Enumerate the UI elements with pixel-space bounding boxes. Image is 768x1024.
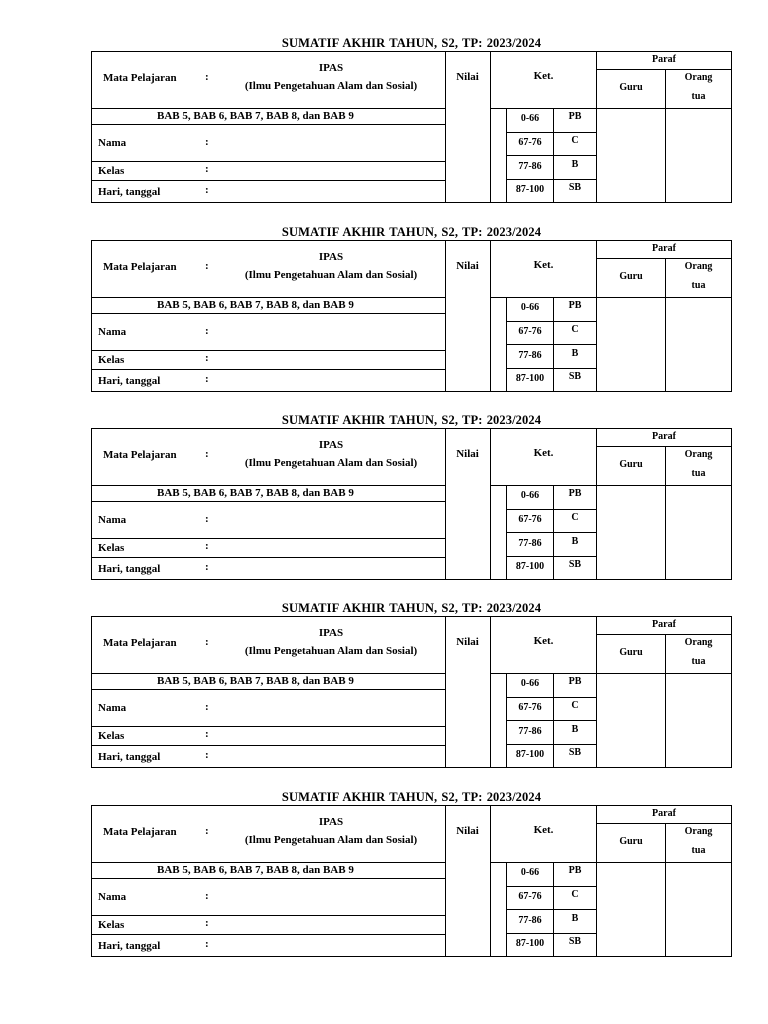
form-title: SUMATIF AKHIR TAHUN, S2, TP: 2023/2024 xyxy=(281,790,542,804)
orang-tua-header-line1: Orang xyxy=(684,826,713,837)
form-title: SUMATIF AKHIR TAHUN, S2, TP: 2023/2024 xyxy=(281,36,542,50)
table-rule xyxy=(91,689,445,690)
subject-colon: : xyxy=(205,448,209,460)
nama-label: Nama xyxy=(98,891,127,903)
nama-colon: : xyxy=(205,890,209,902)
grade-range: 77-86 xyxy=(518,538,542,549)
table-rule xyxy=(506,344,596,345)
subject-name: IPAS xyxy=(318,251,344,263)
subject-description: (Ilmu Pengetahuan Alam dan Sosial) xyxy=(244,834,418,846)
table-border xyxy=(91,579,732,580)
subject-label: Mata Pelajaran xyxy=(103,261,177,273)
table-rule xyxy=(91,124,445,125)
grade-range: 87-100 xyxy=(515,373,545,384)
table-rule xyxy=(596,51,597,203)
assessment-form-card xyxy=(91,413,732,603)
table-rule xyxy=(490,108,732,109)
table-rule xyxy=(506,132,596,133)
form-title: SUMATIF AKHIR TAHUN, S2, TP: 2023/2024 xyxy=(281,413,542,427)
paraf-header: Paraf xyxy=(652,431,676,442)
hari-tanggal-colon: : xyxy=(205,184,209,196)
hari-tanggal-colon: : xyxy=(205,749,209,761)
orang-tua-header-line1: Orang xyxy=(684,72,713,83)
guru-header: Guru xyxy=(619,82,643,93)
table-border xyxy=(731,428,732,580)
subject-name: IPAS xyxy=(318,627,344,639)
table-border xyxy=(91,240,732,241)
hari-tanggal-label: Hari, tanggal xyxy=(98,375,161,387)
assessment-form-card xyxy=(91,225,732,415)
table-rule xyxy=(490,862,732,863)
nilai-header: Nilai xyxy=(456,448,479,460)
subject-description: (Ilmu Pengetahuan Alam dan Sosial) xyxy=(244,80,418,92)
chapters-text: BAB 5, BAB 6, BAB 7, BAB 8, dan BAB 9 xyxy=(157,675,354,687)
orang-tua-header-line1: Orang xyxy=(684,261,713,272)
grade-range: 77-86 xyxy=(518,350,542,361)
subject-label: Mata Pelajaran xyxy=(103,637,177,649)
grade-range: 87-100 xyxy=(515,184,545,195)
guru-header: Guru xyxy=(619,459,643,470)
table-rule xyxy=(596,616,597,768)
table-rule xyxy=(506,532,596,533)
subject-description: (Ilmu Pengetahuan Alam dan Sosial) xyxy=(244,645,418,657)
table-rule xyxy=(91,862,445,863)
table-rule xyxy=(91,934,445,935)
hari-tanggal-label: Hari, tanggal xyxy=(98,186,161,198)
paraf-header: Paraf xyxy=(652,243,676,254)
table-rule xyxy=(91,485,445,486)
grade-range: 0-66 xyxy=(520,867,540,878)
table-rule xyxy=(91,538,445,539)
subject-label: Mata Pelajaran xyxy=(103,826,177,838)
ket-header: Ket. xyxy=(533,259,554,271)
subject-name: IPAS xyxy=(318,62,344,74)
form-title: SUMATIF AKHIR TAHUN, S2, TP: 2023/2024 xyxy=(281,225,542,239)
table-rule xyxy=(506,179,596,180)
subject-label: Mata Pelajaran xyxy=(103,449,177,461)
kelas-colon: : xyxy=(205,352,209,364)
grade-code: SB xyxy=(568,936,582,947)
table-rule xyxy=(91,878,445,879)
grade-code: PB xyxy=(568,865,582,876)
form-table xyxy=(91,428,731,580)
grade-range: 87-100 xyxy=(515,938,545,949)
table-rule xyxy=(506,886,596,887)
kelas-label: Kelas xyxy=(98,919,125,931)
table-rule xyxy=(91,108,445,109)
table-border xyxy=(91,428,732,429)
table-border xyxy=(731,616,732,768)
nama-label: Nama xyxy=(98,326,127,338)
table-rule xyxy=(596,428,597,580)
grade-range: 0-66 xyxy=(520,302,540,313)
table-rule xyxy=(91,297,445,298)
table-rule xyxy=(506,321,596,322)
table-rule xyxy=(91,915,445,916)
assessment-form-card xyxy=(91,601,732,791)
table-border xyxy=(91,805,732,806)
orang-tua-header-line1: Orang xyxy=(684,637,713,648)
orang-tua-header-line2: tua xyxy=(691,656,706,667)
grade-range: 87-100 xyxy=(515,561,545,572)
grade-range: 0-66 xyxy=(520,490,540,501)
table-rule xyxy=(596,823,732,824)
grade-code: SB xyxy=(568,559,582,570)
table-border xyxy=(91,956,732,957)
table-rule xyxy=(596,69,732,70)
grade-code: B xyxy=(571,913,579,924)
grade-code: SB xyxy=(568,747,582,758)
nilai-header: Nilai xyxy=(456,71,479,83)
form-table xyxy=(91,616,731,768)
table-rule xyxy=(506,933,596,934)
hari-tanggal-colon: : xyxy=(205,938,209,950)
grade-code: C xyxy=(571,700,579,711)
form-title: SUMATIF AKHIR TAHUN, S2, TP: 2023/2024 xyxy=(281,601,542,615)
subject-colon: : xyxy=(205,636,209,648)
hari-tanggal-label: Hari, tanggal xyxy=(98,940,161,952)
grade-code: PB xyxy=(568,111,582,122)
grade-code: C xyxy=(571,324,579,335)
table-rule xyxy=(506,509,596,510)
table-rule xyxy=(596,805,597,957)
grade-range: 67-76 xyxy=(518,702,542,713)
table-rule xyxy=(596,240,597,392)
table-rule xyxy=(596,446,732,447)
grade-code: C xyxy=(571,135,579,146)
kelas-colon: : xyxy=(205,728,209,740)
table-rule xyxy=(490,297,732,298)
chapters-text: BAB 5, BAB 6, BAB 7, BAB 8, dan BAB 9 xyxy=(157,110,354,122)
kelas-label: Kelas xyxy=(98,730,125,742)
guru-header: Guru xyxy=(619,836,643,847)
table-rule xyxy=(506,155,596,156)
table-border xyxy=(731,805,732,957)
chapters-text: BAB 5, BAB 6, BAB 7, BAB 8, dan BAB 9 xyxy=(157,299,354,311)
grade-range: 77-86 xyxy=(518,161,542,172)
table-rule xyxy=(91,161,445,162)
grade-range: 67-76 xyxy=(518,137,542,148)
chapters-text: BAB 5, BAB 6, BAB 7, BAB 8, dan BAB 9 xyxy=(157,864,354,876)
table-border xyxy=(731,51,732,203)
hari-tanggal-colon: : xyxy=(205,561,209,573)
nama-label: Nama xyxy=(98,137,127,149)
table-rule xyxy=(596,634,732,635)
subject-colon: : xyxy=(205,825,209,837)
table-border xyxy=(91,51,732,52)
guru-header: Guru xyxy=(619,647,643,658)
form-table xyxy=(91,51,731,203)
orang-tua-header-line2: tua xyxy=(691,468,706,479)
table-rule xyxy=(506,909,596,910)
subject-colon: : xyxy=(205,260,209,272)
subject-colon: : xyxy=(205,71,209,83)
guru-header: Guru xyxy=(619,271,643,282)
ket-header: Ket. xyxy=(533,70,554,82)
table-rule xyxy=(91,501,445,502)
nama-colon: : xyxy=(205,325,209,337)
form-table xyxy=(91,805,731,957)
chapters-text: BAB 5, BAB 6, BAB 7, BAB 8, dan BAB 9 xyxy=(157,487,354,499)
kelas-colon: : xyxy=(205,163,209,175)
table-rule xyxy=(91,350,445,351)
grade-range: 67-76 xyxy=(518,891,542,902)
grade-range: 87-100 xyxy=(515,749,545,760)
table-rule xyxy=(91,745,445,746)
table-rule xyxy=(506,368,596,369)
subject-description: (Ilmu Pengetahuan Alam dan Sosial) xyxy=(244,457,418,469)
grade-code: C xyxy=(571,889,579,900)
table-rule xyxy=(596,258,732,259)
table-rule xyxy=(506,556,596,557)
grade-code: PB xyxy=(568,300,582,311)
nama-colon: : xyxy=(205,513,209,525)
subject-description: (Ilmu Pengetahuan Alam dan Sosial) xyxy=(244,269,418,281)
kelas-label: Kelas xyxy=(98,542,125,554)
grade-code: PB xyxy=(568,676,582,687)
table-border xyxy=(731,240,732,392)
nama-label: Nama xyxy=(98,702,127,714)
nama-colon: : xyxy=(205,701,209,713)
grade-range: 0-66 xyxy=(520,113,540,124)
kelas-label: Kelas xyxy=(98,354,125,366)
hari-tanggal-label: Hari, tanggal xyxy=(98,751,161,763)
table-border xyxy=(91,391,732,392)
grade-code: SB xyxy=(568,371,582,382)
orang-tua-header-line2: tua xyxy=(691,280,706,291)
nama-label: Nama xyxy=(98,514,127,526)
subject-label: Mata Pelajaran xyxy=(103,72,177,84)
nama-colon: : xyxy=(205,136,209,148)
grade-code: PB xyxy=(568,488,582,499)
grade-code: B xyxy=(571,348,579,359)
paraf-header: Paraf xyxy=(652,54,676,65)
nilai-header: Nilai xyxy=(456,825,479,837)
ket-header: Ket. xyxy=(533,447,554,459)
paraf-header: Paraf xyxy=(652,619,676,630)
nilai-header: Nilai xyxy=(456,260,479,272)
grade-code: B xyxy=(571,724,579,735)
table-rule xyxy=(91,673,445,674)
nilai-header: Nilai xyxy=(456,636,479,648)
subject-name: IPAS xyxy=(318,439,344,451)
table-rule xyxy=(490,673,732,674)
grade-code: B xyxy=(571,159,579,170)
hari-tanggal-colon: : xyxy=(205,373,209,385)
grade-range: 0-66 xyxy=(520,678,540,689)
grade-code: B xyxy=(571,536,579,547)
table-border xyxy=(91,202,732,203)
table-rule xyxy=(91,180,445,181)
grade-range: 77-86 xyxy=(518,915,542,926)
orang-tua-header-line1: Orang xyxy=(684,449,713,460)
paraf-header: Paraf xyxy=(652,808,676,819)
table-rule xyxy=(91,369,445,370)
table-rule xyxy=(506,744,596,745)
table-border xyxy=(91,767,732,768)
grade-range: 67-76 xyxy=(518,326,542,337)
grade-code: SB xyxy=(568,182,582,193)
table-rule xyxy=(91,313,445,314)
grade-range: 77-86 xyxy=(518,726,542,737)
ket-header: Ket. xyxy=(533,824,554,836)
orang-tua-header-line2: tua xyxy=(691,845,706,856)
assessment-form-card xyxy=(91,790,732,980)
kelas-colon: : xyxy=(205,917,209,929)
assessment-form-card xyxy=(91,36,732,226)
kelas-colon: : xyxy=(205,540,209,552)
kelas-label: Kelas xyxy=(98,165,125,177)
hari-tanggal-label: Hari, tanggal xyxy=(98,563,161,575)
ket-header: Ket. xyxy=(533,635,554,647)
table-rule xyxy=(506,697,596,698)
form-table xyxy=(91,240,731,392)
table-rule xyxy=(506,720,596,721)
grade-range: 67-76 xyxy=(518,514,542,525)
table-rule xyxy=(91,557,445,558)
table-border xyxy=(91,616,732,617)
orang-tua-header-line2: tua xyxy=(691,91,706,102)
table-rule xyxy=(91,726,445,727)
subject-name: IPAS xyxy=(318,816,344,828)
grade-code: C xyxy=(571,512,579,523)
table-rule xyxy=(490,485,732,486)
